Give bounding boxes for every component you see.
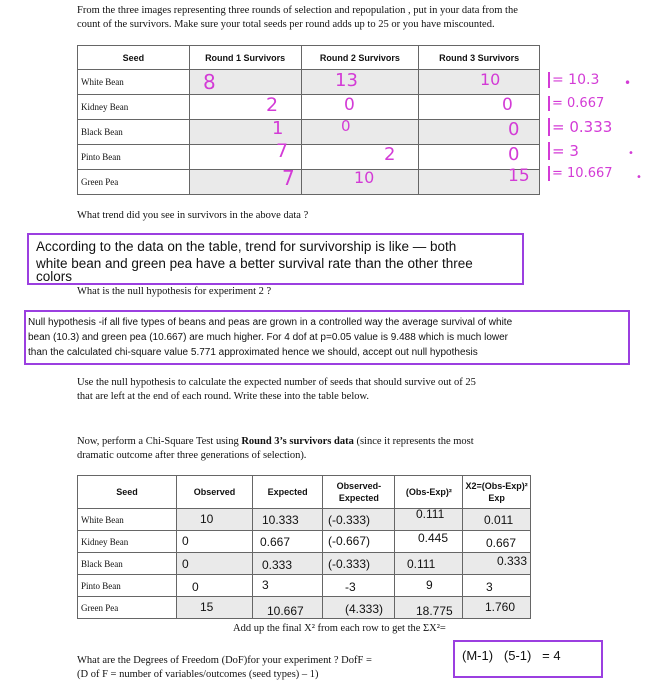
null-answer-line-2: bean (10.3) and green pea (10.667) are much higher. For 4 dof at p=0.05 value is 9.488 which is much lower	[28, 332, 509, 343]
kidney-bean-r3: 0	[502, 95, 513, 115]
obs-kidney-bean: 0	[182, 534, 189, 548]
chi-seed-white-bean: White Bean	[78, 509, 177, 531]
null-question: What is the null hypothesis for experiment 2 ?	[77, 286, 272, 297]
intro-line-1: From the three images representing three rounds of selection and repopulation , put in your data from the	[77, 5, 518, 16]
seed-black-bean: Black Bean	[78, 120, 190, 145]
exp-black-bean: 0.333	[262, 558, 293, 572]
trend-answer-line-2: white bean and green pea have a better survival rate than the other three	[36, 256, 473, 271]
seed-kidney-bean: Kidney Bean	[78, 95, 190, 120]
note-black-bean: = 0.333	[548, 118, 612, 136]
note-green-pea: = 10.667	[548, 166, 613, 181]
diff-kidney-bean: (-0.667)	[328, 534, 371, 548]
sq-pinto-bean: 9	[426, 578, 433, 592]
header-obs-exp-squared: (Obs-Exp)²	[395, 476, 463, 509]
white-bean-r2: 13	[335, 70, 358, 91]
pinto-bean-r1: 7	[276, 140, 289, 162]
dof-answer: (M-1) (5-1) = 4	[462, 648, 561, 663]
mark-dot-1: •	[624, 76, 632, 90]
header-round-3: Round 3 Survivors	[419, 46, 540, 70]
note-white-bean: = 10.3	[548, 72, 599, 88]
seed-pinto-bean: Pinto Bean	[78, 145, 190, 170]
obs-black-bean: 0	[182, 557, 189, 571]
intro-text	[77, 4, 637, 32]
chi-seed-pinto-bean: Pinto Bean	[78, 575, 177, 597]
trend-answer-line-1: According to the data on the table, trend for survivorship is like — both	[36, 239, 457, 254]
diff-black-bean: (-0.333)	[328, 557, 371, 571]
note-pinto-bean: = 3	[548, 142, 579, 160]
note-kidney-bean: = 0.667	[548, 96, 604, 111]
trend-question: What trend did you see in survivors in the above data ?	[77, 210, 309, 221]
kidney-bean-r2: 0	[344, 95, 355, 115]
seed-green-pea: Green Pea	[78, 170, 190, 195]
sq-white-bean: 0.111	[416, 507, 445, 521]
header-expected: Expected	[253, 476, 323, 509]
exp-pinto-bean: 3	[262, 578, 269, 592]
dof-question	[77, 654, 372, 682]
pinto-bean-r2: 2	[384, 144, 396, 165]
mark-dot-3: •	[636, 172, 642, 183]
chi-seed-black-bean: Black Bean	[78, 553, 177, 575]
trend-answer	[36, 238, 521, 282]
header-seed: Seed	[78, 46, 190, 70]
header-obs-minus-exp: Observed- Expected	[323, 476, 395, 509]
null-answer	[28, 315, 628, 360]
sq-kidney-bean: 0.445	[418, 531, 449, 545]
intro-line-2: count of the survivors. Make sure your total seeds per round adds up to 25 or you have miscounted.	[77, 19, 495, 30]
header-observed: Observed	[177, 476, 253, 509]
chi-seed-kidney-bean: Kidney Bean	[78, 531, 177, 553]
obs-pinto-bean: 0	[192, 580, 199, 594]
diff-green-pea: (4.333)	[345, 602, 384, 616]
chi-green-pea: 1.760	[485, 600, 516, 614]
white-bean-r3: 10	[480, 70, 501, 89]
chi-intro-pre: Now, perform a Chi-Square Test using	[77, 436, 242, 447]
use-null-instructions	[77, 376, 476, 404]
use-null-line-1: Use the null hypothesis to calculate the expected number of seeds that should survive out of 25	[77, 377, 476, 388]
header-seed-2: Seed	[78, 476, 177, 509]
chi-intro-line-2: dramatic outcome after three generations of selection).	[77, 450, 307, 461]
add-up-instruction: Add up the final X² from each row to get the ΣX²=	[233, 623, 446, 634]
chi-intro-post: (since it represents the most	[353, 436, 474, 447]
chi-white-bean: 0.011	[484, 513, 514, 527]
null-answer-line-1: Null hypothesis -if all five types of beans and peas are grown in a controlled way the average survival of white	[28, 317, 513, 328]
survivors-table	[77, 45, 540, 195]
dof-question-line-1: What are the Degrees of Freedom (DoF)for your experiment ? DofF =	[77, 655, 372, 666]
chi-seed-green-pea: Green Pea	[78, 597, 177, 619]
black-bean-r1: 1	[272, 118, 284, 139]
exp-white-bean: 10.333	[262, 513, 299, 527]
obs-white-bean: 10	[200, 512, 214, 526]
mark-dot-2: •	[628, 148, 634, 159]
exp-green-pea: 10.667	[267, 604, 304, 618]
white-bean-r1: 8	[203, 70, 216, 94]
green-pea-r2: 10	[354, 168, 375, 187]
kidney-bean-r1: 2	[266, 94, 279, 116]
pinto-bean-r3: 0	[508, 144, 520, 165]
obs-green-pea: 15	[200, 600, 214, 614]
use-null-line-2: that are left at the end of each round. Write these into the table below.	[77, 391, 370, 402]
dof-question-line-2: (D of F = number of variables/outcomes (seed types) – 1)	[77, 669, 319, 680]
exp-kidney-bean: 0.667	[260, 535, 291, 549]
null-answer-line-3: than the calculated chi-square value 5.771 approximated hence we should, accept out null hypothesis	[28, 347, 478, 358]
chi-kidney-bean: 0.667	[486, 536, 517, 550]
black-bean-r3: 0	[508, 119, 520, 140]
diff-pinto-bean: -3	[345, 580, 356, 594]
header-chi-squared: X2=(Obs-Exp)² Exp	[463, 476, 531, 509]
chi-pinto-bean: 3	[486, 580, 493, 594]
black-bean-r2: 0	[341, 117, 351, 135]
chi-intro-bold: Round 3’s survivors data	[241, 436, 354, 447]
header-round-1: Round 1 Survivors	[189, 46, 301, 70]
trend-answer-line-3: colors	[36, 269, 73, 284]
sq-black-bean: 0.111	[407, 557, 436, 571]
header-round-2: Round 2 Survivors	[301, 46, 419, 70]
green-pea-r1: 7	[282, 166, 295, 190]
seed-white-bean: White Bean	[78, 70, 190, 95]
sq-green-pea: 18.775	[416, 604, 453, 618]
green-pea-r3: 15	[508, 166, 530, 186]
chi-square-intro	[77, 435, 637, 463]
chi-square-table	[77, 475, 531, 619]
diff-white-bean: (-0.333)	[328, 513, 371, 527]
chi-black-bean: 0.333	[497, 554, 528, 568]
